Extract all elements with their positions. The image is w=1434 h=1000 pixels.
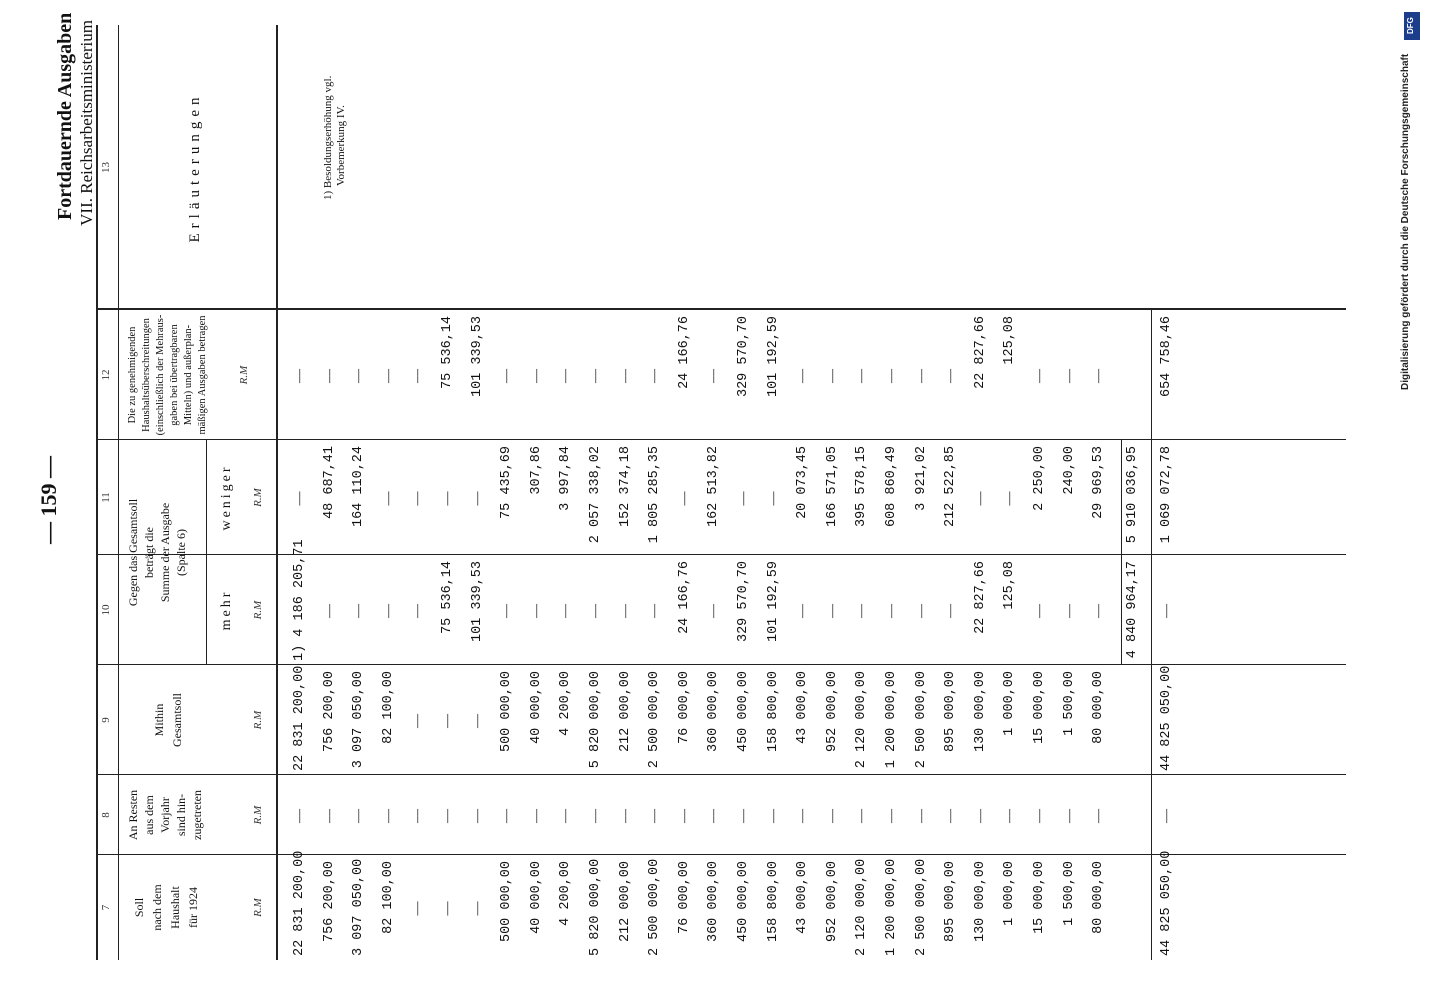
cell-c12: — (528, 369, 544, 383)
cell-c8: — (1091, 809, 1107, 823)
cell-c11: — (292, 491, 307, 506)
cell-c7: 82 100,00 (380, 861, 396, 934)
header-c10_11_group-line-1: Gegen das Gesamtsoll (126, 498, 140, 607)
cell-c11: 152 374,18 (617, 446, 633, 528)
unit-label-11: R.M (252, 488, 264, 507)
cell-c10: — (321, 604, 337, 618)
header-c9-line-2: Gesamtsoll (170, 693, 184, 747)
cell-c8: — (706, 809, 722, 823)
rule-top (96, 25, 98, 960)
total-c9: 44 825 050,00 (1158, 665, 1174, 771)
cell-c8: — (351, 809, 367, 823)
cell-c11: 75 435,69 (499, 446, 515, 519)
rule-c10-c11 (206, 554, 1346, 555)
cell-c8: — (943, 809, 959, 823)
total-c11: 1 069 072,78 (1158, 446, 1174, 544)
cell-c8: — (1061, 809, 1077, 823)
cell-c10: — (380, 604, 396, 618)
unit-label-12: R.M (238, 365, 250, 385)
cell-c10: — (706, 604, 722, 618)
header-c7-line-4: für 1924 (186, 887, 200, 928)
cell-c9: — (440, 714, 455, 728)
unit-label-10: R.M (252, 600, 264, 620)
cell-c11: — (380, 491, 396, 506)
rule-group-split (206, 440, 207, 665)
cell-c7: 1 200 000,00 (884, 858, 899, 956)
cell-c12: 329 570,70 (736, 316, 751, 398)
col-number-10: 10 (100, 604, 112, 616)
cell-c8: — (617, 809, 633, 823)
rule-header-bottom (276, 25, 278, 960)
cell-c11: — (440, 491, 455, 506)
cell-c10: — (795, 604, 811, 618)
header-c9-line-1: Mithin (152, 703, 166, 737)
unit-label-7: R.M (252, 898, 264, 917)
cell-c11: 395 578,15 (854, 446, 870, 528)
cell-c11: 3 997,84 (558, 446, 574, 511)
cell-c8: — (676, 809, 692, 823)
cell-c7: 1 000,00 (1002, 861, 1018, 926)
cell-c10: — (499, 604, 515, 618)
rule-col-6 (96, 308, 1346, 310)
cell-c8: — (736, 809, 751, 823)
cell-c9: 1 500,00 (1061, 671, 1077, 736)
cell-c9: 2 500 000,00 (913, 671, 929, 769)
cell-c10: — (884, 604, 899, 618)
cell-c7: 212 000,00 (617, 861, 633, 943)
footnote-line-1: 1) Besoldungserhöhung vgl. (322, 75, 334, 200)
cell-c8: — (884, 809, 899, 823)
cell-c9: 40 000,00 (528, 671, 544, 744)
cell-c9: 15 000,00 (1032, 671, 1047, 744)
cell-c11: — (410, 491, 426, 506)
cell-c7: 360 000,00 (706, 861, 722, 943)
cell-c7: 500 000,00 (499, 861, 515, 943)
header-c12-line-4: gaben bei übertragbaren (169, 324, 180, 426)
rule-col-2 (96, 774, 1346, 775)
cell-c7: 1 500,00 (1061, 861, 1077, 926)
header-c10_11_group-line-4: (Spalte 6) (174, 529, 188, 576)
cell-c9: — (410, 714, 426, 728)
cell-c7: 76 000,00 (676, 861, 692, 934)
cell-c10: — (528, 604, 544, 618)
footnote (322, 76, 348, 200)
cell-c7: 130 000,00 (972, 861, 988, 943)
cell-c11: 240,00 (1061, 446, 1077, 495)
cell-c7: 2 500 000,00 (913, 858, 929, 956)
header-c12-line-6: mäßigen Ausgaben betragen (197, 315, 208, 435)
cell-c8: — (647, 809, 663, 823)
cell-c9: 4 200,00 (558, 671, 574, 736)
cell-c12: 24 166,76 (676, 316, 692, 389)
cell-c8: — (1002, 809, 1018, 823)
header-c12-line-5: Mitteln) und außerplan- (183, 324, 194, 426)
dfg-logo: DFG (1404, 12, 1420, 40)
cell-c8: — (795, 809, 811, 823)
rule-subtotal (1121, 440, 1122, 665)
cell-c10: — (1032, 604, 1047, 618)
cell-c7: 43 000,00 (795, 861, 811, 934)
cell-c12: — (351, 369, 367, 383)
header-c8-line-5: zugetreten (190, 790, 204, 840)
header-c8-line-1: An Resten (126, 789, 140, 841)
cell-c11: — (469, 491, 485, 506)
cell-c8: — (292, 809, 307, 823)
cell-c12: 125,08 (1002, 316, 1018, 365)
cell-c11: 1 805 285,35 (647, 446, 663, 544)
expenditure-table (96, 25, 1346, 960)
cell-c9: 360 000,00 (706, 671, 722, 753)
cell-c9: 895 000,00 (943, 671, 959, 753)
cell-c11: 20 073,45 (795, 446, 811, 519)
cell-c7: 895 000,00 (943, 861, 959, 943)
cell-c12: — (1032, 369, 1047, 383)
header-mehr: mehr (219, 589, 234, 631)
cell-c9: 80 000,00 (1091, 671, 1107, 744)
cell-c8: — (558, 809, 574, 823)
header-c10_11_group-line-3: Summe der Ausgabe (158, 502, 172, 603)
cell-c12: 101 192,59 (765, 316, 781, 398)
rule-total (1151, 310, 1152, 960)
cell-c8: — (588, 809, 603, 823)
col-number-13: 13 (100, 162, 112, 173)
cell-c12: — (1091, 369, 1107, 383)
cell-c10: — (647, 604, 663, 618)
cell-c11: 307,86 (528, 446, 544, 495)
cell-c9: 5 820 000,00 (588, 671, 603, 769)
col-number-11: 11 (100, 492, 112, 503)
cell-c10: 1) 4 186 205,71 (292, 539, 307, 661)
cell-c12: — (588, 369, 603, 383)
page-number: — 159 — (36, 456, 61, 544)
cell-c10: — (824, 604, 840, 618)
col-number-8: 8 (100, 812, 112, 818)
cell-c12: — (617, 369, 633, 383)
cell-c12: — (706, 369, 722, 383)
digitization-note: Digitalisierung gefördert durch die Deutsche Forschungsgemeinschaft (1400, 53, 1411, 390)
cell-c12: — (943, 369, 959, 383)
rule-col-5 (96, 439, 1346, 440)
col-number-12: 12 (100, 369, 112, 381)
col-number-9: 9 (100, 717, 112, 723)
subtotal-weniger: 5 910 036,95 (1124, 446, 1140, 544)
cell-c10: — (1091, 604, 1107, 618)
cell-c11: 29 969,53 (1091, 446, 1107, 519)
cell-c8: — (499, 809, 515, 823)
cell-c7: — (469, 901, 485, 916)
cell-c12: — (795, 369, 811, 383)
header-c7-line-1: Soll (132, 897, 146, 918)
cell-c11: 2 057 338,02 (588, 446, 603, 544)
page-subtitle: VII. Reichsarbeitsministerium (77, 20, 96, 226)
cell-c11: 212 522,85 (943, 446, 959, 528)
cell-c7: 80 000,00 (1091, 861, 1107, 934)
header-c12-line-2: Haushaltsüberschreitungen (141, 318, 152, 432)
total-c10: — (1158, 604, 1174, 618)
cell-c12: — (913, 369, 929, 383)
cell-c8: — (410, 809, 426, 823)
cell-c10: — (943, 604, 959, 618)
cell-c9: 756 200,00 (321, 671, 337, 753)
cell-c9: 43 000,00 (795, 671, 811, 744)
cell-c7: 158 800,00 (765, 861, 781, 943)
cell-c7: 2 120 000,00 (854, 858, 870, 956)
cell-c8: — (765, 809, 781, 823)
cell-c9: 450 000,00 (736, 671, 751, 753)
cell-c11: — (676, 491, 692, 506)
cell-c10: — (854, 604, 870, 618)
cell-c12: — (499, 369, 515, 383)
col-number-7: 7 (100, 904, 112, 911)
cell-c10: 101 192,59 (765, 561, 781, 643)
cell-c12: — (824, 369, 840, 383)
cell-c9: 130 000,00 (972, 671, 988, 753)
cell-c9: 76 000,00 (676, 671, 692, 744)
header-c8-line-4: sind hin- (174, 793, 188, 837)
total-c12: 654 758,46 (1158, 316, 1174, 398)
cell-c10: 75 536,14 (440, 561, 455, 634)
cell-c7: 450 000,00 (736, 861, 751, 943)
cell-c10: — (558, 604, 574, 618)
cell-c7: 4 200,00 (558, 861, 574, 926)
header-c7-line-2: nach dem (150, 884, 164, 931)
rule-col-3 (96, 664, 1346, 665)
cell-c10: — (617, 604, 633, 618)
cell-c12: — (558, 369, 574, 383)
cell-c12: — (647, 369, 663, 383)
digitization-sidebar (1394, 0, 1434, 1000)
cell-c7: 2 500 000,00 (647, 858, 663, 956)
cell-c11: 166 571,05 (824, 446, 840, 528)
cell-c7: — (440, 901, 455, 916)
footnote-line-2: Vorbemerkung IV. (335, 105, 347, 186)
cell-c9: 82 100,00 (380, 671, 396, 744)
cell-c11: 2 250,00 (1032, 446, 1047, 511)
header-c7-line-3: Haushalt (168, 886, 182, 929)
cell-c9: 3 097 050,00 (351, 671, 367, 769)
header-c12-line-3: (einschließlich der Mehraus- (155, 314, 166, 436)
cell-c8: — (440, 809, 455, 823)
cell-c12: — (321, 369, 337, 383)
cell-c10: — (351, 604, 367, 618)
cell-c7: 15 000,00 (1032, 861, 1047, 934)
cell-c9: 952 000,00 (824, 671, 840, 753)
cell-c9: 2 120 000,00 (854, 671, 870, 769)
cell-c8: — (380, 809, 396, 823)
cell-c12: 75 536,14 (440, 316, 455, 389)
cell-c8: — (469, 809, 485, 823)
cell-c9: — (469, 714, 485, 728)
cell-c7: 5 820 000,00 (588, 858, 603, 956)
cell-c8: — (972, 809, 988, 823)
unit-label-9: R.M (252, 710, 264, 730)
cell-c11: — (972, 491, 988, 506)
cell-c9: 1 200 000,00 (884, 671, 899, 769)
cell-c7: 3 097 050,00 (351, 858, 367, 956)
cell-c9: 1 000,00 (1002, 671, 1018, 736)
cell-c8: — (321, 809, 337, 823)
cell-c9: 2 500 000,00 (647, 671, 663, 769)
page-title: Fortdauernde Ausgaben (54, 12, 76, 220)
cell-c10: — (1061, 604, 1077, 618)
header-c8-line-3: Vorjahr (158, 797, 172, 833)
cell-c11: 164 110,24 (351, 446, 367, 528)
header-weniger: weniger (219, 464, 234, 531)
cell-c7: — (410, 901, 426, 916)
header-c12-line-1: Die zu genehmigenden (127, 326, 138, 424)
cell-c10: 24 166,76 (676, 561, 692, 634)
cell-c12: 22 827,66 (972, 316, 988, 389)
rule-colnums (118, 25, 119, 960)
cell-c12: — (1061, 369, 1077, 383)
cell-c10: 22 827,66 (972, 561, 988, 634)
cell-c11: 48 687,41 (321, 446, 337, 519)
header-c10_11_group-line-2: beträgt die (142, 527, 156, 578)
cell-c9: 158 800,00 (765, 671, 781, 753)
cell-c11: — (736, 491, 751, 506)
total-c8: — (1158, 809, 1174, 823)
cell-c7: 756 200,00 (321, 861, 337, 943)
cell-c8: — (1032, 809, 1047, 823)
unit-label-8: R.M (252, 805, 264, 825)
cell-c10: — (410, 604, 426, 618)
cell-c10: 329 570,70 (736, 561, 751, 643)
cell-c9: 212 000,00 (617, 671, 633, 753)
cell-c11: 3 921,02 (913, 446, 929, 511)
cell-c8: — (528, 809, 544, 823)
cell-c10: — (913, 604, 929, 618)
cell-c12: — (884, 369, 899, 383)
cell-c8: — (913, 809, 929, 823)
cell-c7: 22 831 200,00 (292, 850, 307, 956)
cell-c9: 500 000,00 (499, 671, 515, 753)
cell-c9: 22 831 200,00 (292, 665, 307, 771)
cell-c7: 40 000,00 (528, 861, 544, 934)
cell-c12: 101 339,53 (469, 316, 485, 398)
cell-c11: 608 860,49 (884, 446, 899, 528)
cell-c11: 162 513,82 (706, 446, 722, 528)
cell-c12: — (380, 369, 396, 383)
subtotal-mehr: 4 840 964,17 (1124, 561, 1140, 659)
total-c7: 44 825 050,00 (1158, 850, 1174, 956)
header-c8-line-2: aus dem (142, 795, 156, 835)
cell-c11: — (765, 491, 781, 506)
cell-c10: 125,08 (1002, 561, 1018, 610)
cell-c12: — (292, 369, 307, 383)
cell-c11: — (1002, 491, 1018, 506)
cell-c10: — (588, 604, 603, 618)
cell-c12: — (854, 369, 870, 383)
header-erlaeuterungen: Erläuterungen (187, 92, 203, 243)
cell-c8: — (854, 809, 870, 823)
cell-c10: 101 339,53 (469, 561, 485, 643)
cell-c7: 952 000,00 (824, 861, 840, 943)
cell-c8: — (824, 809, 840, 823)
cell-c12: — (410, 369, 426, 383)
